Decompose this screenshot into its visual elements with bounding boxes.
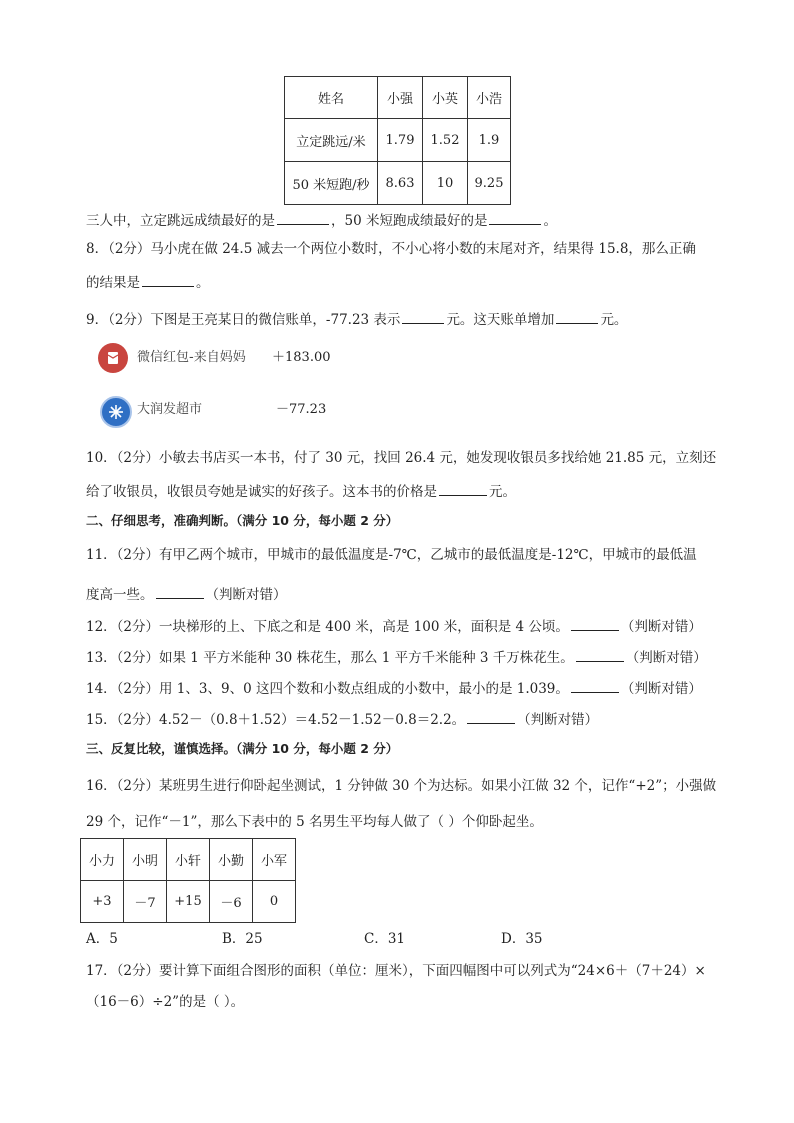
bill-amount: －77.23 [276, 402, 327, 417]
text: 。 [543, 213, 557, 229]
bill-label: 大润发超市 [137, 402, 203, 417]
answer-blank[interactable] [142, 274, 194, 287]
table-cell: 姓名 [285, 77, 378, 119]
table-cell: 9.25 [468, 162, 511, 205]
text: 9．（2分）下图是王亮某日的微信账单，-77.23 表示 [86, 312, 401, 328]
table-row [285, 77, 511, 119]
table-cell: 0 [253, 881, 296, 923]
bill-label: 微信红包-来自妈妈 [137, 350, 246, 365]
table-cell: 小力 [81, 839, 124, 881]
question-10-line2 [86, 483, 516, 500]
question-9 [86, 311, 627, 328]
answer-blank[interactable] [489, 212, 541, 225]
question-13 [86, 649, 707, 666]
table-cell: 小强 [378, 77, 423, 119]
text: （判断对错） [517, 712, 599, 728]
option-b[interactable]: B．25 [222, 931, 263, 947]
text: 度高一些。 [86, 587, 154, 603]
text: （判断对错） [205, 587, 287, 603]
question-8-line1: 8．（2分）马小虎在做 24.5 减去一个两位小数时，不小心将小数的末尾对齐，结果得 15.8，那么正确 [86, 241, 696, 257]
supermarket-icon [100, 396, 132, 428]
table-cell: 1.79 [378, 119, 423, 162]
answer-blank[interactable] [156, 586, 204, 599]
table-row [285, 162, 511, 205]
text: 12．（2分）一块梯形的上、下底之和是 400 米，高是 100 米，面积是 4 公顷。 [86, 619, 569, 635]
table-cell: 10 [423, 162, 468, 205]
table-cell: －7 [124, 881, 167, 923]
question-15 [86, 711, 598, 728]
table-row [81, 839, 296, 881]
question-16-line2: 29 个，记作“－1”，那么下表中的 5 名男生平均每人做了（ ）个仰卧起坐。 [86, 814, 543, 830]
option-d[interactable]: D．35 [501, 931, 543, 947]
text: 元。 [489, 484, 516, 500]
answer-blank[interactable] [571, 618, 619, 631]
text: 元。 [600, 312, 628, 328]
answer-blank[interactable] [571, 680, 619, 693]
text: 三人中，立定跳远成绩最好的是 [86, 213, 275, 229]
situp-table [80, 838, 296, 923]
question-17-line1: 17．（2分）要计算下面组合图形的面积（单位：厘米），下面四幅图中可以列式为“24×6＋（7＋24）× [86, 963, 706, 979]
text: 14．（2分）用 1、3、9、0 这四个数和小数点组成的小数中，最小的是 1.039。 [86, 681, 569, 697]
table-row [285, 119, 511, 162]
question-10-line1: 10．（2分）小敏去书店买一本书，付了 30 元，找回 26.4 元，她发现收银员多找给她 21.85 元，立刻还 [86, 450, 717, 466]
question-17-line2: （16－6）÷2”的是（ ）。 [86, 994, 245, 1010]
score-table [284, 76, 511, 205]
answer-blank[interactable] [402, 311, 444, 324]
table-cell: 小明 [124, 839, 167, 881]
text: 。 [196, 275, 210, 291]
answer-blank[interactable] [576, 649, 624, 662]
table-row [81, 881, 296, 923]
section-heading: 二、仔细思考，准确判断。（满分 10 分，每小题 2 分） [86, 513, 399, 528]
table-cell: 1.9 [468, 119, 511, 162]
answer-blank[interactable] [439, 483, 487, 496]
text: 的结果是 [86, 275, 140, 291]
red-envelope-icon [98, 343, 128, 373]
text: （判断对错） [620, 681, 702, 697]
text: ，50 米短跑成绩最好的是 [331, 213, 488, 229]
bill-amount: ＋183.00 [272, 350, 331, 365]
section-heading: 三、反复比较，谨慎选择。（满分 10 分，每小题 2 分） [86, 741, 399, 756]
table-cell: 小军 [253, 839, 296, 881]
table-cell: 8.63 [378, 162, 423, 205]
text: （判断对错） [625, 650, 707, 666]
question-7-tail [86, 212, 557, 229]
option-c[interactable]: C．31 [364, 931, 406, 947]
question-11-line2 [86, 586, 287, 603]
table-cell: 小浩 [468, 77, 511, 119]
question-8-line2 [86, 274, 210, 291]
table-cell: 小英 [423, 77, 468, 119]
text: 元。这天账单增加 [446, 312, 555, 328]
answer-blank[interactable] [467, 711, 515, 724]
table-cell: 立定跳远/米 [285, 119, 378, 162]
text: 给了收银员，收银员夸她是诚实的好孩子。这本书的价格是 [86, 484, 437, 500]
option-a[interactable]: A．5 [86, 931, 118, 947]
table-cell: －6 [210, 881, 253, 923]
table-cell: 小勤 [210, 839, 253, 881]
answer-blank[interactable] [556, 311, 598, 324]
question-16-line1: 16．（2分）某班男生进行仰卧起坐测试，1 分钟做 30 个为达标。如果小江做 32 个，记作“+2”；小强做 [86, 778, 717, 794]
table-cell: 1.52 [423, 119, 468, 162]
text: 13．（2分）如果 1 平方米能种 30 株花生，那么 1 平方千米能种 3 千万株花生。 [86, 650, 574, 666]
table-cell: 小轩 [167, 839, 210, 881]
question-12 [86, 618, 702, 635]
answer-blank[interactable] [277, 212, 329, 225]
text: （判断对错） [620, 619, 702, 635]
text: 15．（2分）4.52－（0.8＋1.52）＝4.52－1.52－0.8＝2.2。 [86, 712, 466, 728]
table-cell: +15 [167, 881, 210, 923]
question-11-line1: 11．（2分）有甲乙两个城市，甲城市的最低温度是-7℃，乙城市的最低温度是-12℃，甲城市的最低温 [86, 547, 697, 563]
question-14 [86, 680, 702, 697]
table-cell: +3 [81, 881, 124, 923]
table-cell: 50 米短跑/秒 [285, 162, 378, 205]
